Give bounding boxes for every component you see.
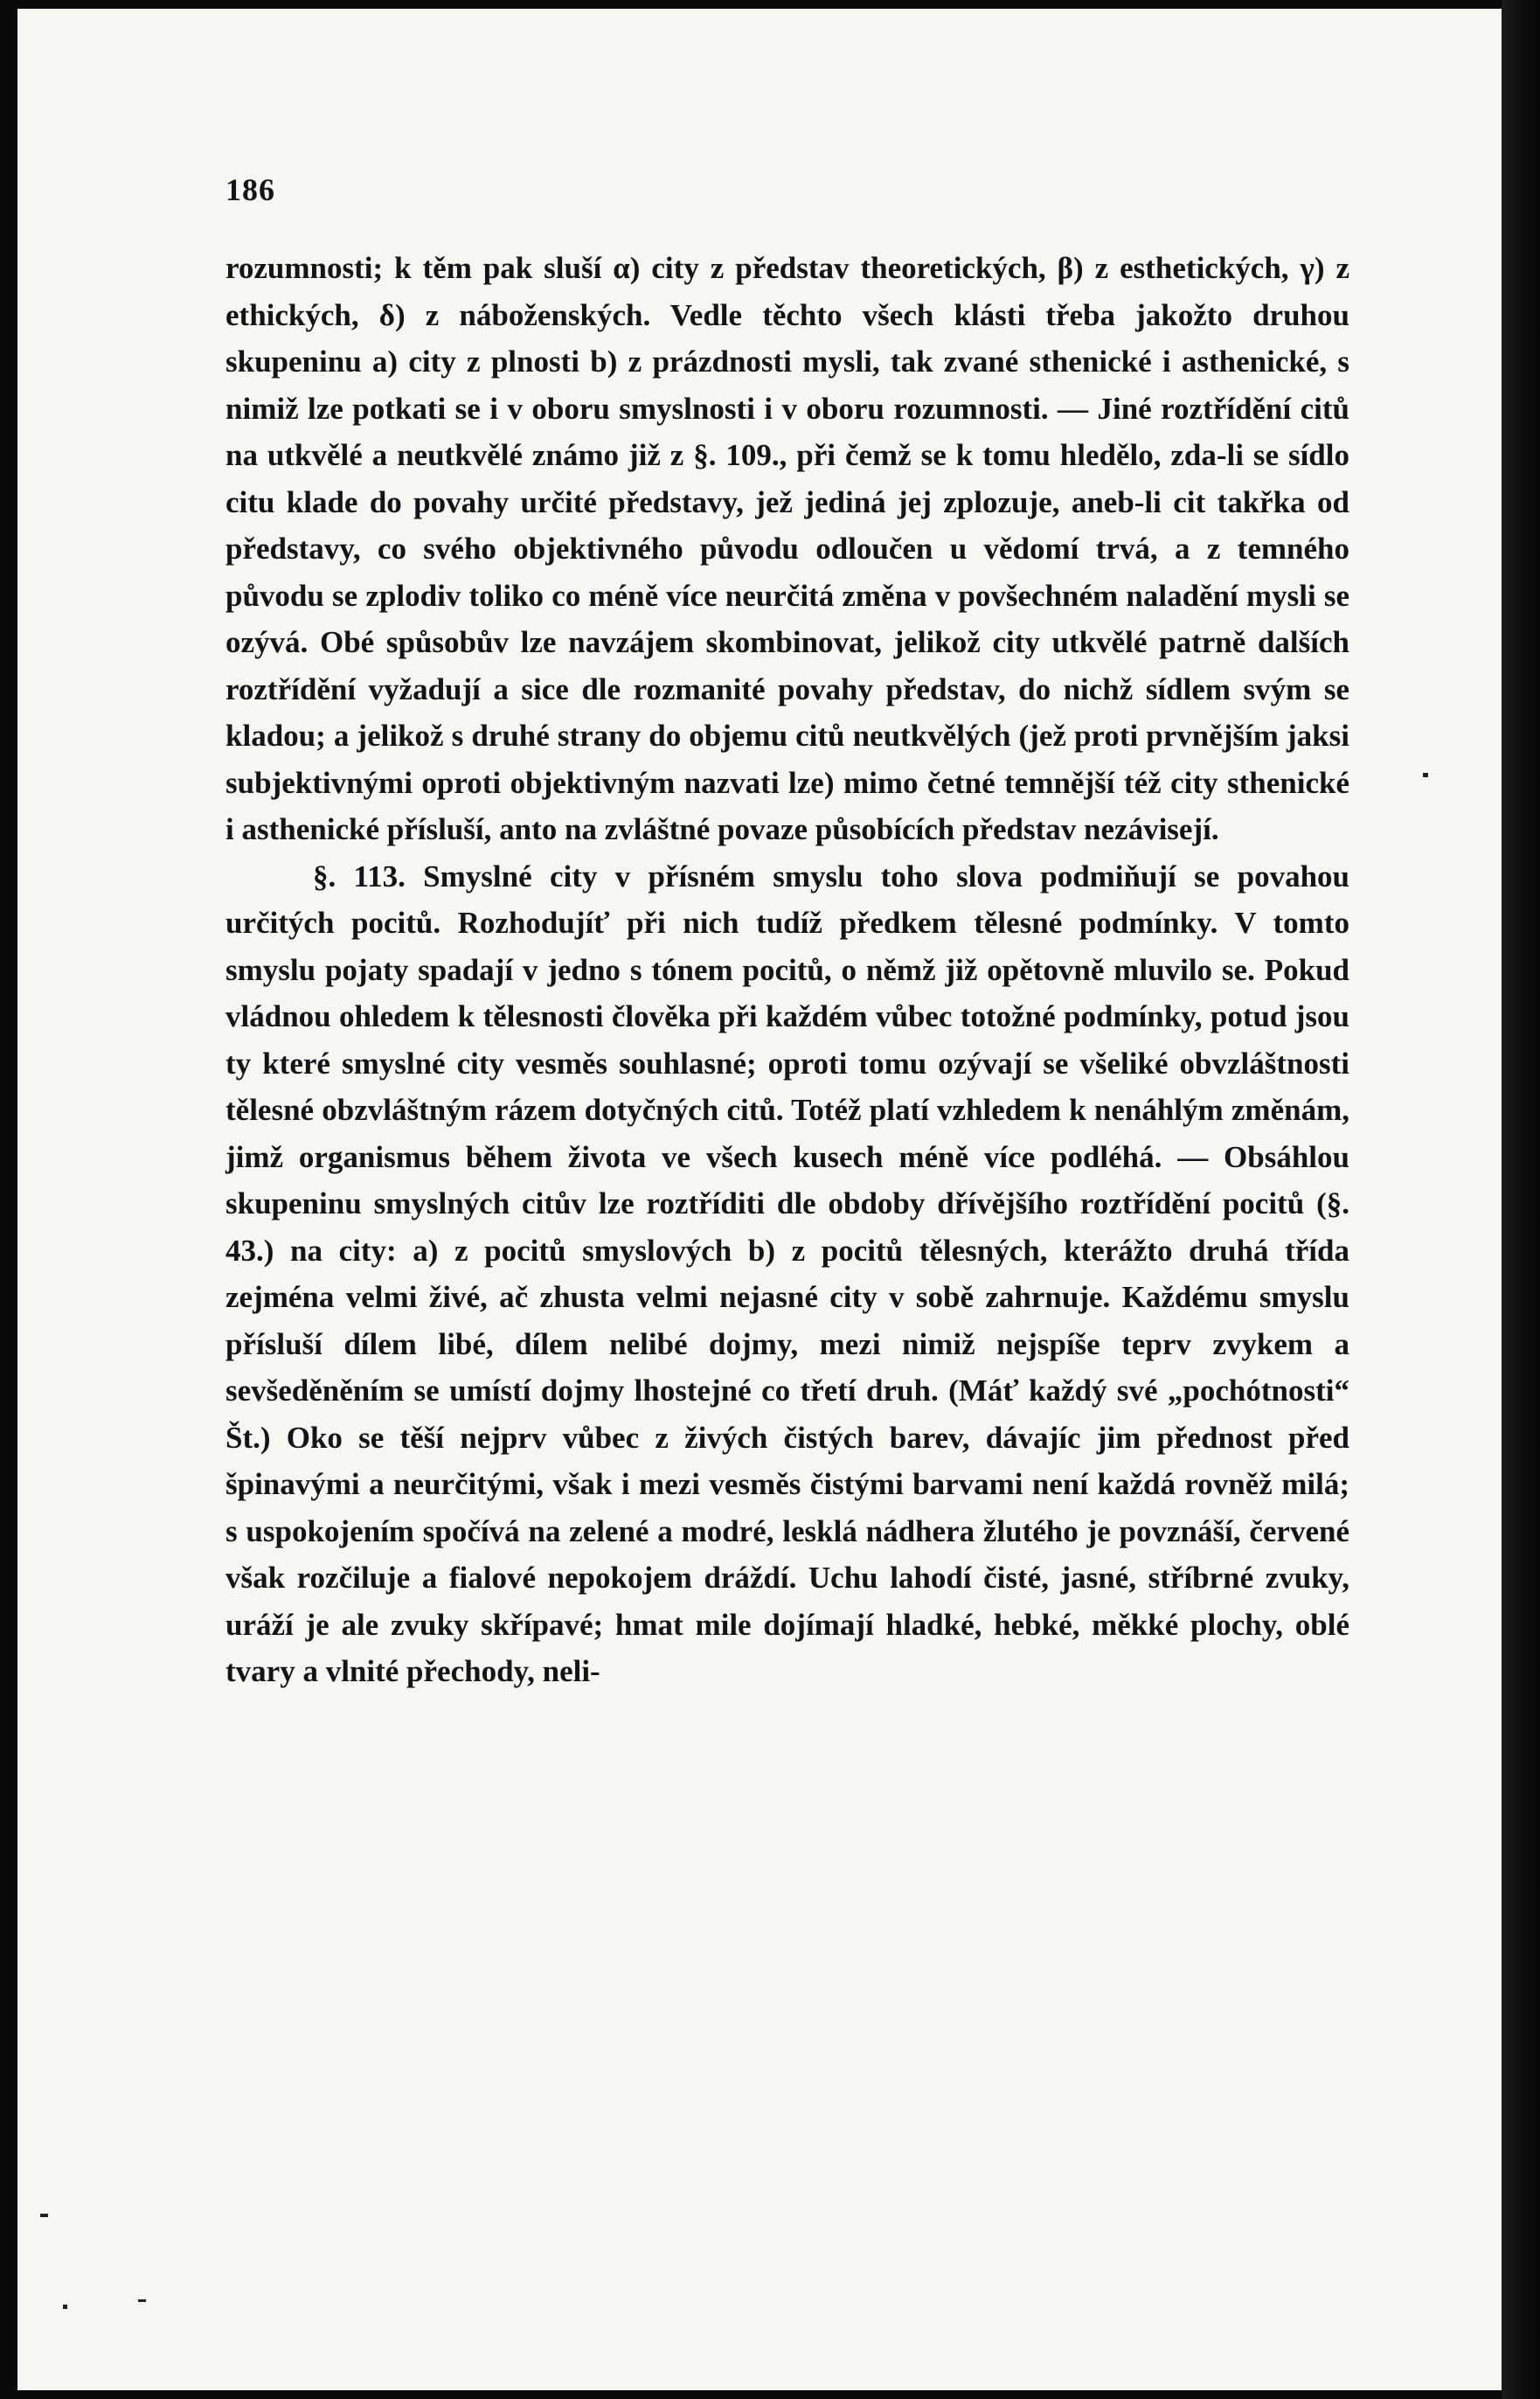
paragraph-1: rozumnosti; k těm pak sluší α) city z představ theoretických, β) z esthetických, γ) z ethických, δ) z náboženských. Vedle těchto všech klásti třeba jakožto druhou skupeninu a) city z plnosti b) z prázdnosti mysli, tak zvané sthenické i asthenické, s nimiž lze potkati se i v oboru smyslnosti i v oboru rozumnosti. — Jiné roztřídění citů na utkvělé a neutkvělé známo již z §. 109., při čemž se k tomu hledělo, zda-li se sídlo citu klade do povahy určité představy, jež jediná jej zplozuje, aneb-li cit takřka od představy, co svého objektivného původu odloučen u vědomí trvá, a z temného původu se zplodiv toliko co méně více neurčitá změna v povšechném naladění mysli se ozývá. Obé spůsobův lze navzájem skombinovat, jelikož city utkvělé patrně dalších roztřídění vyžadují a sice dle rozmanité povahy představ, do nichž sídlem svým se kladou; a jelikož s druhé strany do objemu citů neutkvělých (jež proti prvnějším jaksi subjektivnými oproti objektivným nazvati lze) mimo četné temnější též city sthenické i asthenické přísluší, anto na zvláštné povaze působících představ nezávisejí. (225, 251, 1349, 846)
paragraph-2: §. 113. Smyslné city v přísném smyslu toho slova podmiňují se povahou určitých pocitů. Rozhodujíť při nich tudíž předkem tělesné podmínky. V tomto smyslu pojaty spadají v jedno s tónem pocitů, o němž již opětovně mluvilo se. Pokud vládnou ohledem k tělesnosti člověka při každém vůbec totožné podmínky, potud jsou ty které smyslné city vesměs souhlasné; oproti tomu ozývají se všeliké obvzláštnosti tělesné obzvláštným rázem dotyčných citů. Totéž platí vzhledem k nenáhlým změnám, jimž organismus během života ve všech kusech méně více podléhá. — Obsáhlou skupeninu smyslných citův lze roztříditi dle obdoby dřívějšího roztřídění pocitů (§. 43.) na city: a) z pocitů smyslových b) z pocitů tělesných, kterážto druhá třída zejména velmi živé, ač zhusta velmi nejasné city v sobě zahrnuje. Každému smyslu přísluší dílem libé, dílem nelibé dojmy, mezi nimiž nejspíše teprv zvykem a sevšeděněním se umístí dojmy lhostejné co třetí druh. (Máť každý své „pochótnosti“ Št.) Oko se těší nejprv vůbec z živých čistých barev, dávajíc jim přednost před špinavými a neurčitými, však i mezi vesměs čistými barvami není každá rovněž milá; s uspokojením spočívá na zelené a modré, lesklá nádhera žlutého je povznáší, červené však rozčiluje a fialové nepokojem dráždí. Uchu lahodí čisté, jasné, stříbrné zvuky, uráží je ale zvuky skřípavé; hmat mile dojímají hladké, hebké, měkké plochy, oblé tvary a vlnité přechody, neli- (225, 859, 1349, 1688)
page-number: 186 (225, 172, 275, 207)
scan-speck (40, 2214, 48, 2217)
scan-speck (63, 2305, 67, 2309)
page-content (225, 171, 1349, 1695)
scan-speck (1423, 773, 1428, 777)
scan-edge (1502, 0, 1540, 2399)
scan-speck (138, 2299, 146, 2302)
